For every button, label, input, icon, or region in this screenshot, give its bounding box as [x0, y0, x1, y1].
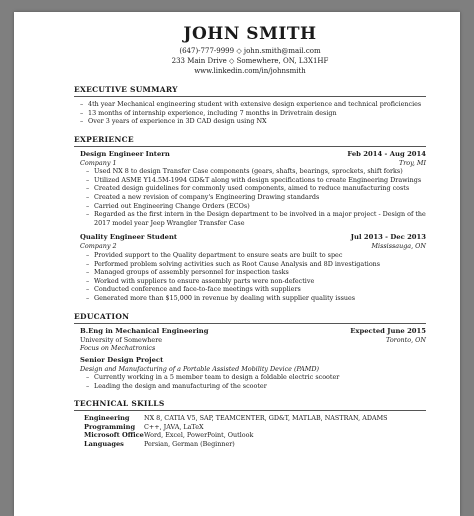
list-item: – Generated more than $15,000 in revenue by dealing with supplier quality issues: [94, 294, 426, 303]
resume-page: [14, 12, 460, 516]
list-item: – Managed groups of assembly personnel for inspection tasks: [94, 268, 426, 277]
list-item: – Created design guidelines for commonly used components, aimed to reduce manufacturing costs: [94, 184, 426, 193]
contact-block: [74, 46, 426, 76]
section-experience: [74, 135, 426, 303]
summary-list: [74, 100, 426, 126]
skill-values: Word, Excel, PowerPoint, Outlook: [144, 431, 254, 440]
entry-sub-row: [80, 336, 426, 345]
skill-category: Languages: [84, 439, 124, 448]
list-item: – Leading the design and manufacturing of the scooter: [94, 382, 426, 391]
section-title-skills: TECHNICAL SKILLS: [74, 399, 426, 411]
contact-linkedin: www.linkedin.com/in/johnsmith: [194, 67, 306, 75]
resume-name: JOHN SMITH: [183, 24, 317, 44]
skill-row: [84, 414, 426, 423]
skills-table: [74, 414, 426, 448]
contact-phone-email: (647)-777-9999 ◇ john.smith@mail.com: [179, 47, 321, 55]
job-dates: Jul 2013 - Dec 2013: [350, 233, 426, 242]
list-item: – 13 months of internship experience, including 7 months in Drivetrain design: [88, 109, 426, 118]
degree: B.Eng in Mechanical Engineering: [80, 326, 209, 335]
list-item: – Worked with suppliers to ensure assembly parts were non-defective: [94, 277, 426, 286]
list-item: – Conducted conference and face-to-face meetings with suppliers: [94, 285, 426, 294]
school-name: University of Somewhere: [80, 335, 163, 344]
school-location: Toronto, ON: [386, 335, 426, 344]
skill-category: Programming: [84, 422, 136, 431]
experience-entry-1: [74, 150, 426, 228]
skill-category: Microsoft Office: [84, 431, 144, 440]
job-duties: [80, 251, 426, 303]
skill-row: [84, 423, 426, 432]
entry-sub-row: [80, 159, 426, 168]
job-role: Design Engineer Intern: [80, 149, 170, 158]
section-title-education: EDUCATION: [74, 312, 426, 324]
list-item: – Performed problem solving activities such as Root Cause Analysis and 8D investigations: [94, 260, 426, 269]
project-list: [80, 373, 426, 390]
section-technical-skills: [74, 399, 426, 448]
skill-values: Persian, German (Beginner): [144, 439, 235, 448]
skill-values: C++, JAVA, LaTeX: [144, 422, 204, 431]
job-location: Mississauga, ON: [371, 242, 426, 251]
list-item: – Carried out Engineering Change Orders (ECOs): [94, 202, 426, 211]
list-item: – 4th year Mechanical engineering student with extensive design experience and technical proficiencies: [88, 100, 426, 109]
entry-header-row: [80, 150, 426, 159]
list-item: – Used NX 8 to design Transfer Case components (gears, shafts, bearings, sprockets, shift forks): [94, 167, 426, 176]
skill-row: [84, 440, 426, 449]
experience-entry-2: [74, 233, 426, 302]
section-executive-summary: [74, 85, 426, 126]
job-company: Company 1: [80, 158, 117, 167]
job-duties: [80, 167, 426, 227]
list-item: – Utilized ASME Y14.5M-1994 GD&T along with design specifications to create Engineering Drawings: [94, 176, 426, 185]
education-focus: Focus on Mechatronics: [80, 344, 156, 352]
job-role: Quality Engineer Student: [80, 233, 178, 242]
skill-row: [84, 431, 426, 440]
entry-header-row: [80, 233, 426, 242]
list-item: – Regarded as the first intern in the Design department to be involved in a major project - Design of the 2017 model year Jeep Wrangler Transfer Case: [94, 210, 426, 227]
list-item: – Over 3 years of experience in 3D CAD design using NX: [88, 117, 426, 126]
job-location: Troy, MI: [398, 158, 426, 167]
project-header-row: [80, 356, 426, 365]
contact-address: 233 Main Drive ◇ Somewhere, ON, L3X1HF: [171, 57, 329, 65]
project-title: Senior Design Project: [80, 355, 164, 364]
job-dates: Feb 2014 - Aug 2014: [347, 149, 426, 158]
list-item: – Currently working in a 5 member team to design a foldable electric scooter: [94, 373, 426, 382]
entry-header-row: [80, 327, 426, 336]
education-entry: [74, 327, 426, 391]
list-item: – Created a new revision of company's Engineering Drawing standards: [94, 193, 426, 202]
graduation-date: Expected June 2015: [350, 326, 426, 335]
job-company: Company 2: [80, 242, 117, 251]
resume-content: [74, 24, 426, 449]
project-subtitle: Design and Manufacturing of a Portable Assisted Mobility Device (PAMD): [80, 364, 319, 373]
skill-category: Engineering: [84, 414, 130, 423]
skill-values: NX 8, CATIA V5, SAP, TEAMCENTER, GD&T, MATLAB, NASTRAN, ADAMS: [144, 414, 388, 423]
entry-sub-row: [80, 242, 426, 251]
list-item: – Provided support to the Quality department to ensure seats are built to spec: [94, 251, 426, 260]
section-title-summary: EXECUTIVE SUMMARY: [74, 85, 426, 97]
section-education: [74, 312, 426, 391]
section-title-experience: EXPERIENCE: [74, 135, 426, 147]
